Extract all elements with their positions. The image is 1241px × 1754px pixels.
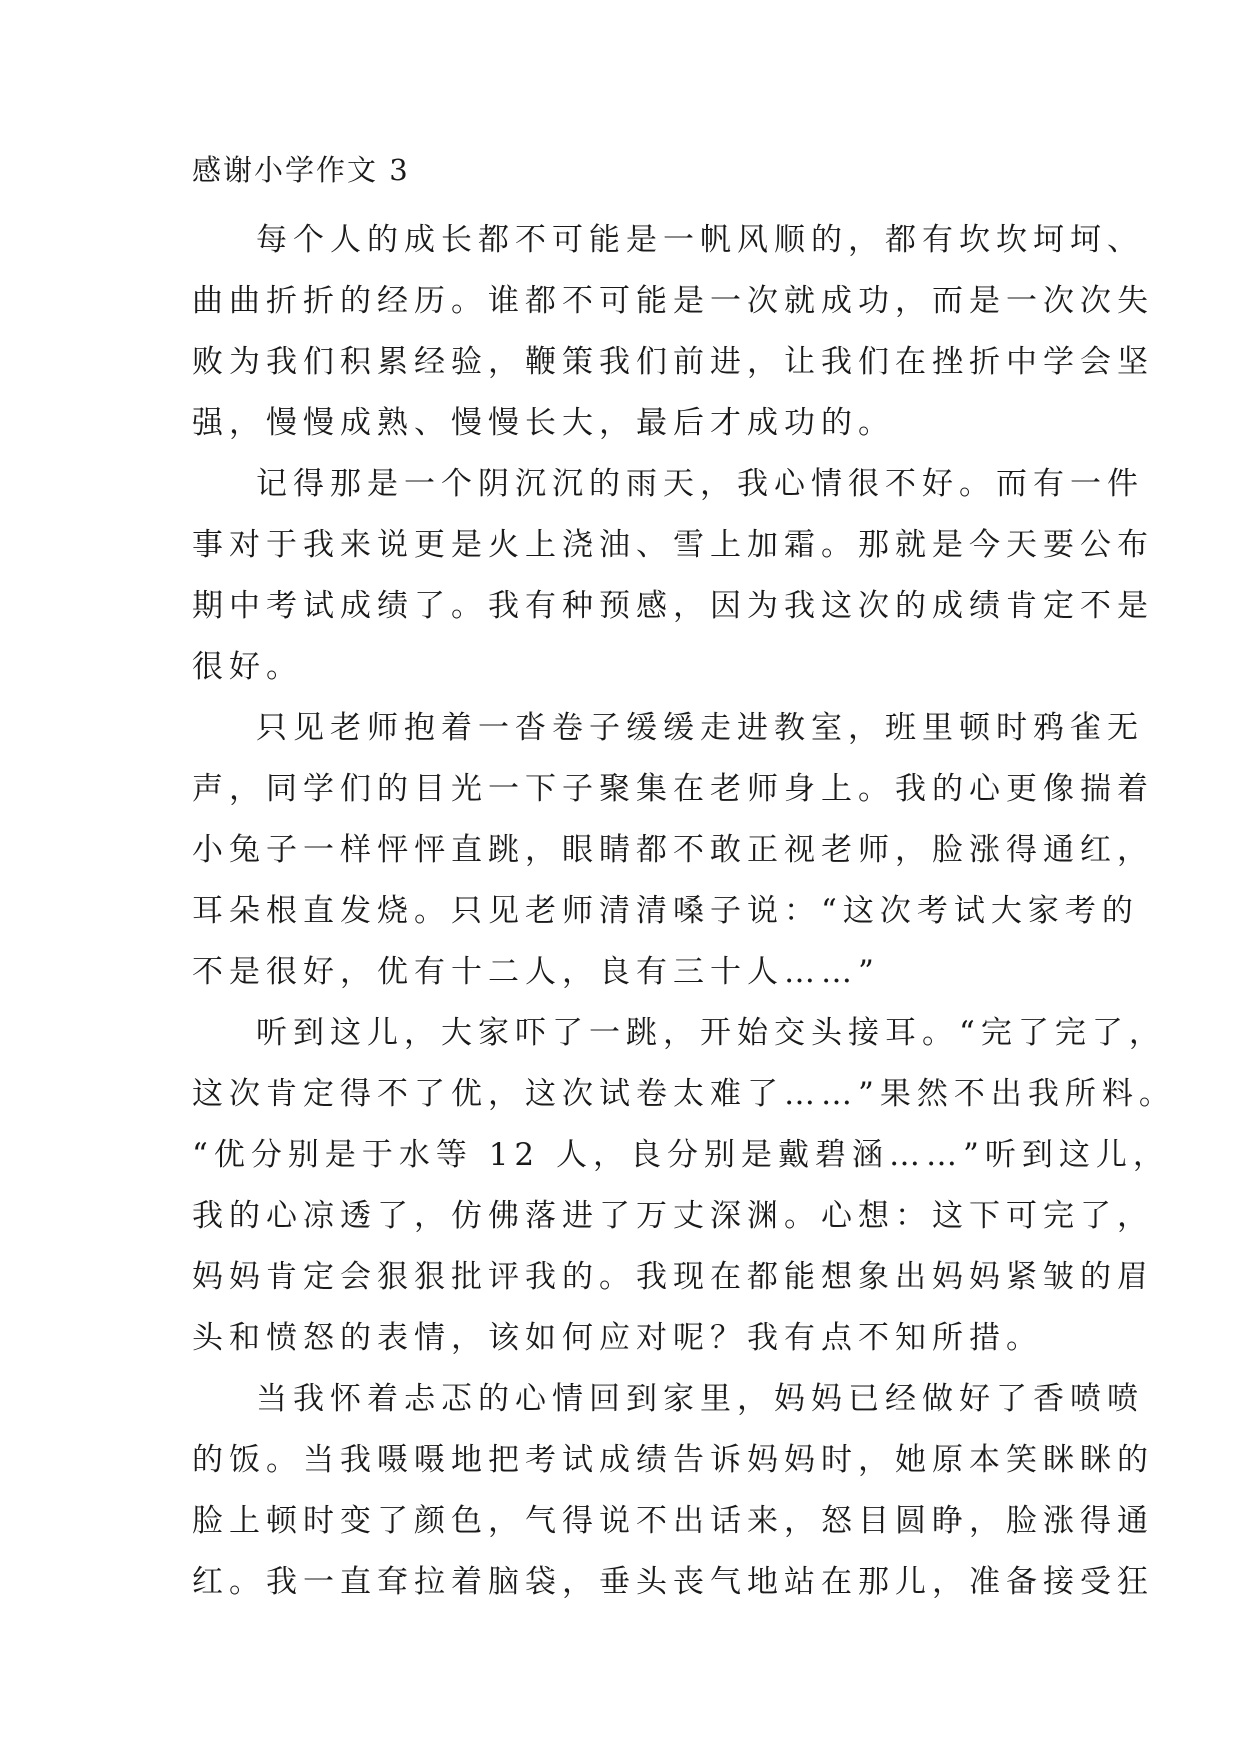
paragraph-line: 强，慢慢成熟、慢慢长大，最后才成功的。 [192,405,895,441]
paragraph-line: 这次肯定得不了优，这次试卷太难了……”果然不出我所料。 [192,1076,1176,1112]
paragraph-line: 声，同学们的目光一下子聚集在老师身上。我的心更像揣着 [192,771,1154,807]
paragraph-line: 的饭。当我嗫嗫地把考试成绩告诉妈妈时，她原本笑眯眯的 [192,1442,1154,1478]
paragraph [192,1003,1176,1369]
paragraph-line: 妈妈肯定会狠狠批评我的。我现在都能想象出妈妈紧皱的眉 [192,1259,1154,1295]
paragraph [192,1369,1154,1613]
paragraph-line: 小兔子一样怦怦直跳，眼睛都不敢正视老师，脸涨得通红， [192,832,1154,868]
paragraph-line: 期中考试成绩了。我有种预感，因为我这次的成绩肯定不是 [192,588,1154,624]
paragraph-line: 事对于我来说更是火上浇油、雪上加霜。那就是今天要公布 [192,527,1154,563]
paragraph [192,698,1154,1003]
paragraph [192,210,1154,454]
paragraph-line: 曲曲折折的经历。谁都不可能是一次就成功，而是一次次失 [192,283,1154,319]
paragraph-line: 耳朵根直发烧。只见老师清清嗓子说：“这次考试大家考的 [192,893,1139,929]
paragraph-line: 很好。 [192,649,303,685]
paragraph-line: 红。我一直耷拉着脑袋，垂头丧气地站在那儿，准备接受狂 [192,1564,1154,1600]
paragraph-line: 我的心凉透了，仿佛落进了万丈深渊。心想：这下可完了， [192,1198,1154,1234]
document-title: 感谢小学作文 3 [192,153,410,187]
paragraph-line: 败为我们积累经验，鞭策我们前进，让我们在挫折中学会坚 [192,344,1154,380]
paragraph-line: 当我怀着忐忑的心情回到家里，妈妈已经做好了香喷喷 [256,1381,1144,1417]
paragraph [192,454,1154,698]
paragraph-line: 脸上顿时变了颜色，气得说不出话来，怒目圆睁，脸涨得通 [192,1503,1154,1539]
paragraph-line: 只见老师抱着一沓卷子缓缓走进教室，班里顿时鸦雀无 [256,710,1144,746]
paragraph-line: “优分别是于水等 12 人，良分别是戴碧涵……”听到这儿， [192,1137,1170,1173]
paragraph-line: 听到这儿，大家吓了一跳，开始交头接耳。“完了完了， [256,1015,1166,1051]
document-body [192,210,1176,1613]
document-page [192,150,1176,1613]
paragraph-line: 记得那是一个阴沉沉的雨天，我心情很不好。而有一件 [256,466,1144,502]
paragraph-line: 不是很好，优有十二人，良有三十人……” [192,954,880,990]
paragraph-line: 头和愤怒的表情，该如何应对呢？我有点不知所措。 [192,1320,1043,1356]
paragraph-line: 每个人的成长都不可能是一帆风顺的，都有坎坎坷坷、 [256,222,1144,258]
